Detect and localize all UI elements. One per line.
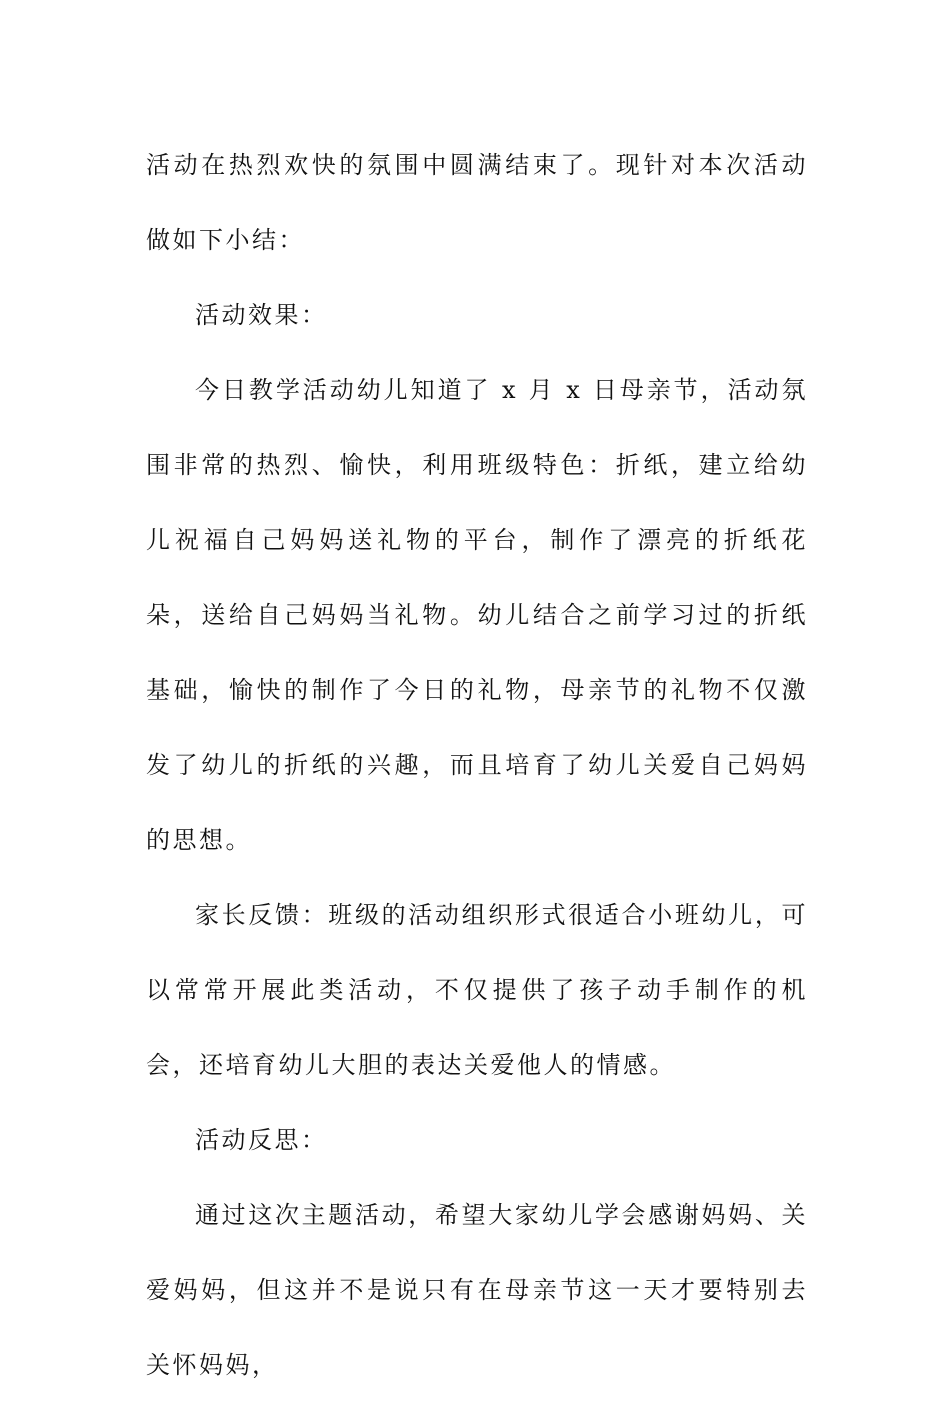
paragraph-activity-effect: 今日教学活动幼儿知道了 x 月 x 日母亲节，活动氛围非常的热烈、愉快，利用班级特色：折纸，建立给幼儿祝福自己妈妈送礼物的平台，制作了漂亮的折纸花朵，送给自己妈妈当礼物。幼儿结合之前学习过的折纸基础，愉快的制作了今日的礼物，母亲节的礼物不仅激发了幼儿的折纸的兴趣，而且培育了幼儿关爱自己妈妈的思想。 [146,376,808,854]
heading-activity-effect: 活动效果： [195,301,328,329]
paragraph-parent-feedback: 家长反馈：班级的活动组织形式很适合小班幼儿，可以常常开展此类活动，不仅提供了孩子动手制作的机会，还培育幼儿大胆的表达关爱他人的情感。 [146,901,808,1079]
heading-activity-reflection: 活动反思： [195,1126,328,1154]
paragraph-intro: 活动在热烈欢快的氛围中圆满结束了。现针对本次活动做如下小结： [146,151,808,254]
paragraph-activity-reflection: 通过这次主题活动，希望大家幼儿学会感谢妈妈、关爱妈妈，但这并不是说只有在母亲节这一天才要特别去关怀妈妈， [146,1201,808,1379]
document-body [146,128,808,1403]
